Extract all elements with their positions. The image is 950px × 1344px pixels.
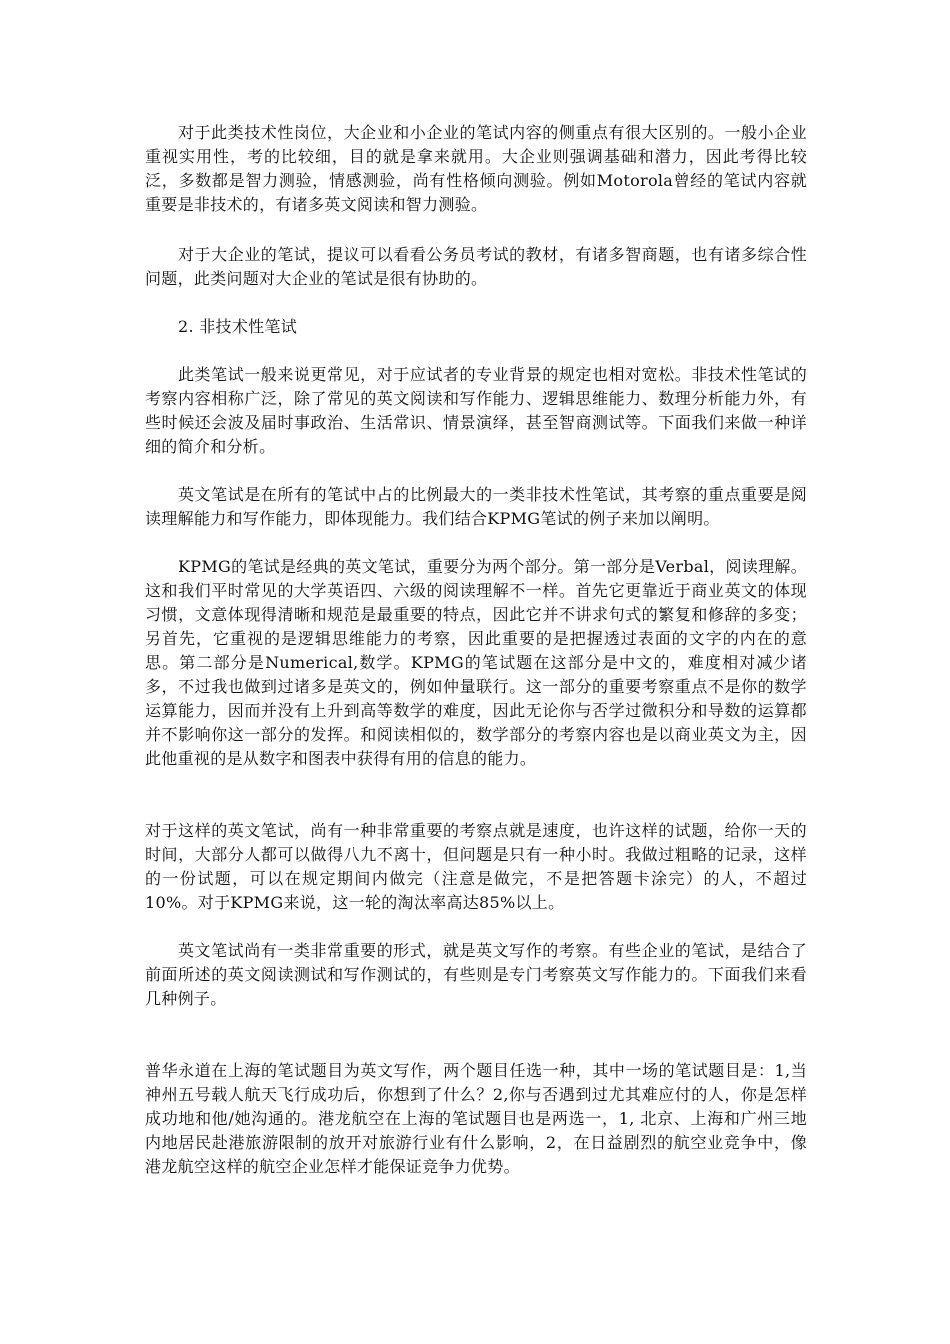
paragraph-kpmg-test: KPMG的笔试是经典的英文笔试，重要分为两个部分。第一部分是Verbal，阅读理解。这和我们平时常见的大学英语四、六级的阅读理解不一样。首先它更靠近于商业英文的体现习惯，文意体现得清晰和规范是最重要的特点，因此它并不讲求句式的繁复和修辞的多变；另首先，它重视的是逻辑思维能力的考察，因此重要的是把握透过表面的文字的内在的意思。第二部分是Numerical,数学。KPMG的笔试题在这部分是中文的，难度相对减少诸多，不过我也做到过诸多是英文的，例如仲量联行。这一部分的重要考察重点不是你的数学运算能力，因而并没有上升到高等数学的难度，因此无论你与否学过微积分和导数的运算都并不影响你这一部分的发挥。和阅读相似的，数学部分的考察内容也是以商业英文为主，因此他重视的是从数字和图表中获得有用的信息的能力。 [145, 557, 807, 768]
paragraph-english-writing: 英文笔试尚有一类非常重要的形式，就是英文写作的考察。有些企业的笔试，是结合了前面所述的英文阅读测试和写作测试的，有些则是专门考察英文写作能力的。下面我们来看几种例子。 [145, 941, 807, 1008]
paragraph-english-test: 英文笔试是在所有的笔试中占的比例最大的一类非技术性笔试，其考察的重点重要是阅读理解能力和写作能力，即体现能力。我们结合KPMG笔试的例子来加以阐明。 [145, 485, 807, 528]
paragraph-speed: 对于这样的英文笔试，尚有一种非常重要的考察点就是速度，也许这样的试题，给你一天的时间，大部分人都可以做得八九不离十，但问题是只有一种小时。我做过粗略的记录，这样的一份试题，可以在规定期间内做完（注意是做完，不是把答题卡涂完）的人，不超过10%。对于KPMG来说，这一轮的淘汰率高达85%以上。 [145, 821, 807, 912]
document-body [145, 121, 807, 1179]
paragraph-large-enterprise-advice: 对于大企业的笔试，提议可以看看公务员考试的教材，有诸多智商题，也有诸多综合性问题，此类问题对大企业的笔试是很有协助的。 [145, 245, 807, 288]
section-heading-non-technical: 2. 非技术性笔试 [178, 317, 298, 336]
paragraph-technical-positions: 对于此类技术性岗位，大企业和小企业的笔试内容的侧重点有很大区别的。一般小企业重视实用性，考的比较细，目的就是拿来就用。大企业则强调基础和潜力，因此考得比较泛，多数都是智力测验，情感测验，尚有性格倾向测验。例如Motorola曾经的笔试内容就重要是非技术的，有诸多英文阅读和智力测验。 [145, 123, 807, 214]
paragraph-non-technical-overview: 此类笔试一般来说更常见，对于应试者的专业背景的规定也相对宽松。非技术性笔试的考察内容相称广泛，除了常见的英文阅读和写作能力、逻辑思维能力、数理分析能力外，有些时候还会波及届时事政治、生活常识、情景演绎，甚至智商测试等。下面我们来做一种详细的简介和分析。 [145, 365, 807, 456]
paragraph-writing-examples: 普华永道在上海的笔试题目为英文写作，两个题目任选一种，其中一场的笔试题目是：1,当神州五号载人航天飞行成功后，你想到了什么？2,你与否遇到过尤其难应付的人，你是怎样成功地和他/她沟通的。港龙航空在上海的笔试题目也是两选一，1, 北京、上海和广州三地内地居民赴港旅游限制的放开对旅游行业有什么影响，2，在日益剧烈的航空业竞争中，像港龙航空这样的航空企业怎样才能保证竞争力优势。 [145, 1061, 807, 1176]
